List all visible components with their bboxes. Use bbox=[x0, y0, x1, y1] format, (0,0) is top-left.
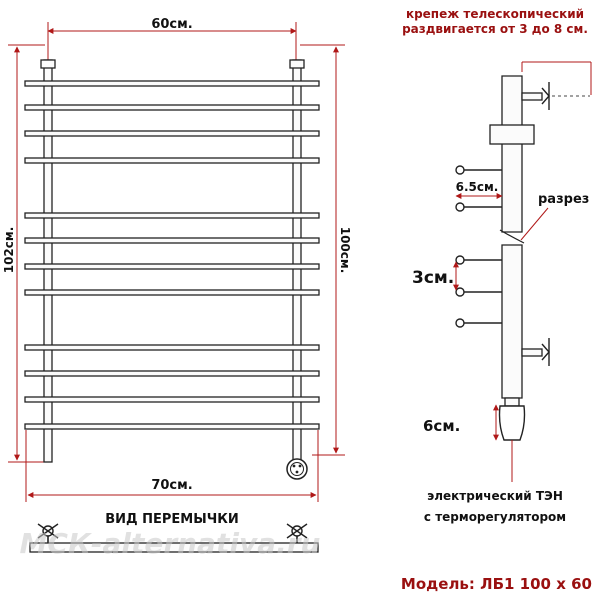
crossbar bbox=[25, 371, 319, 376]
side-view bbox=[402, 7, 591, 524]
front-view bbox=[2, 17, 352, 502]
crossbar bbox=[25, 81, 319, 86]
model-label: Модель: ЛБ1 100 х 60 bbox=[400, 575, 592, 593]
crossbar bbox=[25, 397, 319, 402]
crossbar bbox=[25, 424, 319, 429]
watermark: МСК-alternativa.ru bbox=[19, 527, 321, 560]
heater-icon bbox=[500, 398, 525, 440]
mount-note-line1: крепеж телескопический bbox=[405, 7, 585, 21]
crossbar bbox=[25, 238, 319, 243]
cut-label: разрез bbox=[538, 192, 590, 207]
right-height-label: 100см. bbox=[338, 226, 352, 274]
bottom-socket-icon bbox=[287, 459, 307, 479]
crossbar bbox=[25, 158, 319, 163]
lower-mount-arm bbox=[522, 349, 542, 356]
heater-label-line1: электрический ТЭН bbox=[427, 489, 563, 503]
top-width-label: 60см. bbox=[151, 17, 193, 32]
cut-leader bbox=[521, 208, 548, 240]
crossbar bbox=[25, 290, 319, 295]
crossbars bbox=[25, 81, 319, 429]
crossbar bbox=[25, 213, 319, 218]
left-top-mount bbox=[41, 60, 55, 68]
right-top-mount bbox=[290, 60, 304, 68]
lower-wall-flange-icon bbox=[542, 344, 549, 360]
bottom-width-label: 70см. bbox=[151, 478, 193, 493]
heater-size-label: 6см. bbox=[423, 417, 461, 435]
crossbar bbox=[25, 345, 319, 350]
side-tube-lower bbox=[502, 245, 522, 398]
crossbar bbox=[25, 105, 319, 110]
top-mount-arm bbox=[522, 93, 542, 100]
heater-label-line2: с терморегулятором bbox=[423, 510, 567, 524]
mount-note-line2: раздвигается от 3 до 8 см. bbox=[402, 22, 588, 36]
upper-clamp-block bbox=[490, 125, 534, 144]
side-tube-upper bbox=[502, 76, 522, 232]
left-height-label: 102см. bbox=[2, 226, 16, 274]
jumper-view-title: ВИД ПЕРЕМЫЧКИ bbox=[105, 512, 239, 527]
spacing-a-label: 6.5см. bbox=[455, 180, 499, 194]
crossbar bbox=[25, 131, 319, 136]
top-wall-flange-icon bbox=[542, 88, 549, 104]
crossbar bbox=[25, 264, 319, 269]
spacing-b-label: 3см. bbox=[412, 268, 455, 288]
jumper-view bbox=[20, 512, 321, 560]
